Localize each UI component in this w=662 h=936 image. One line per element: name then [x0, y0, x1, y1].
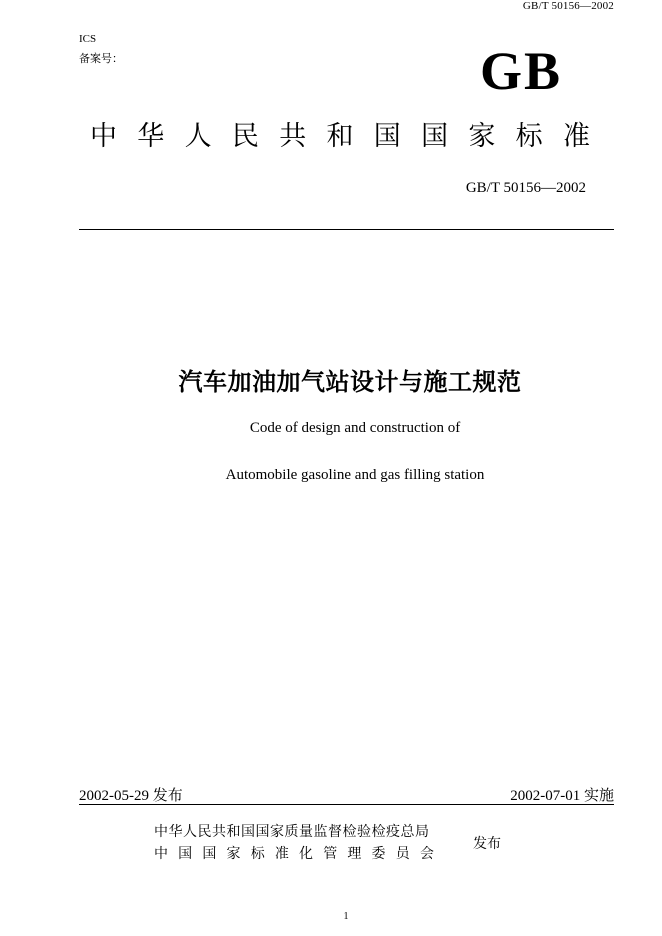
gb-logo: GB: [480, 41, 563, 101]
issuer-org-2-char: 员: [395, 846, 410, 862]
issuer-org-2-char: 国: [178, 846, 193, 862]
issuer-org-2-char: 国: [202, 846, 217, 862]
bottom-divider: [79, 804, 614, 805]
record-number-label: 备案号：: [79, 52, 123, 65]
issuer-org-2-char: 家: [226, 846, 241, 862]
implement-label: 实施: [583, 786, 614, 804]
implement-date-block: [510, 784, 614, 805]
national-standard-char: 中: [90, 121, 117, 152]
page-number: 1: [343, 911, 349, 922]
national-standard-char: 标: [515, 121, 543, 152]
issue-date: 2002-05-29: [79, 788, 149, 804]
standard-number: GB/T 50156—2002: [465, 180, 586, 196]
title-english-line1: Code of design and construction of: [249, 420, 461, 436]
national-standard-char: 共: [279, 121, 307, 152]
national-standard-char: 国: [421, 121, 449, 152]
title-english-line2: Automobile gasoline and gas filling station: [225, 467, 485, 483]
national-standard-char: 准: [562, 121, 590, 152]
publish-label: 发布: [473, 836, 501, 852]
issuer-org-2-char: 委: [371, 846, 386, 862]
issuer-org-2-char: 理: [347, 846, 362, 862]
issuer-org-2-char: 会: [419, 846, 434, 862]
issue-label: 发布: [152, 786, 183, 804]
issuer-org-2-char: 准: [274, 846, 289, 862]
issuer-org-2-char: 中: [154, 846, 168, 862]
issue-date-block: [79, 784, 183, 805]
title-chinese: 汽车加油加气站设计与施工规范: [178, 368, 522, 396]
issuer-org-2-char: 管: [323, 846, 338, 862]
national-standard-char: 人: [184, 121, 212, 152]
national-standard-char: 家: [468, 121, 496, 152]
ics-label: ICS: [79, 33, 97, 45]
national-standard-heading: [90, 122, 590, 152]
issuer-org-2-char: 标: [250, 846, 265, 862]
issuer-org-2-char: 化: [299, 846, 314, 862]
national-standard-char: 民: [231, 121, 259, 152]
national-standard-char: 华: [137, 121, 165, 152]
implement-date: 2002-07-01: [510, 788, 581, 804]
top-divider: [79, 229, 614, 230]
national-standard-char: 和: [326, 121, 354, 152]
header-standard-code: GB/T 50156—2002: [522, 0, 614, 12]
national-standard-char: 国: [373, 121, 401, 152]
issuer-org-2: [154, 843, 434, 863]
issuer-org-1: 中华人民共和国国家质量监督检验检疫总局: [154, 824, 430, 840]
